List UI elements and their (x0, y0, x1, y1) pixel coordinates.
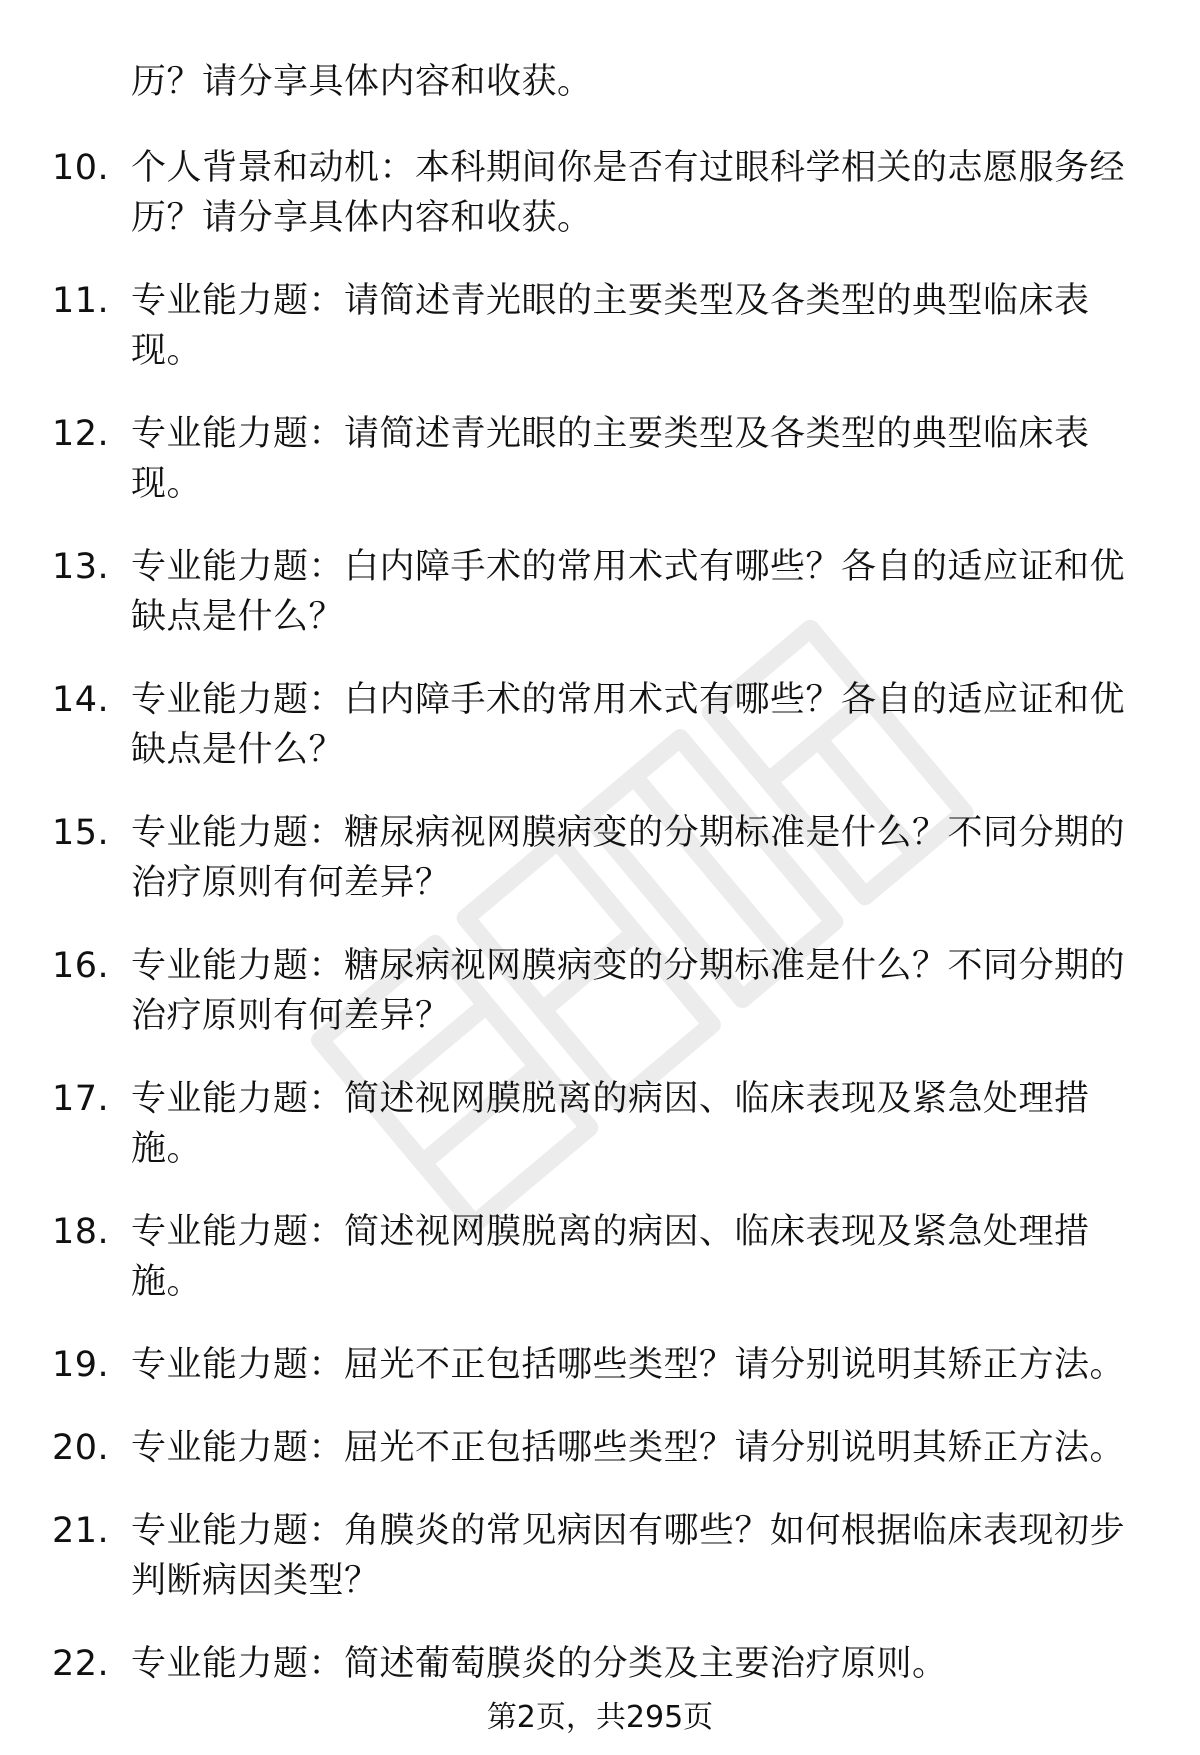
question-text: 专业能力题：屈光不正包括哪些类型？请分别说明其矫正方法。 (131, 1345, 1126, 1385)
question-item (0, 542, 1200, 642)
continued-question-text: 历？请分享具体内容和收获。 (131, 62, 593, 102)
question-number: 16. (52, 946, 110, 986)
question-text: 专业能力题：白内障手术的常用术式有哪些？各自的适应证和优缺点是什么？ (131, 547, 1126, 637)
question-text: 专业能力题：简述视网膜脱离的病因、临床表现及紧急处理措施。 (131, 1079, 1090, 1169)
question-text: 专业能力题：请简述青光眼的主要类型及各类型的典型临床表现。 (131, 281, 1090, 371)
question-item (0, 1639, 1200, 1689)
question-item (0, 1074, 1200, 1174)
question-number: 20. (52, 1428, 110, 1468)
question-item (0, 1207, 1200, 1307)
question-item (0, 143, 1200, 243)
page-footer: 第2页，共295页 (486, 1700, 714, 1735)
question-item (0, 808, 1200, 908)
question-number: 17. (52, 1079, 110, 1119)
question-number: 12. (52, 414, 110, 454)
question-number: 18. (52, 1212, 110, 1252)
question-number: 22. (52, 1644, 110, 1684)
question-text: 专业能力题：糖尿病视网膜病变的分期标准是什么？不同分期的治疗原则有何差异？ (131, 813, 1126, 903)
question-item (0, 675, 1200, 775)
question-item (0, 1506, 1200, 1606)
question-text: 专业能力题：角膜炎的常见病因有哪些？如何根据临床表现初步判断病因类型？ (131, 1511, 1126, 1601)
question-list (0, 143, 1200, 1722)
question-item (0, 1340, 1200, 1390)
question-item (0, 276, 1200, 376)
question-item (0, 941, 1200, 1041)
question-number: 19. (52, 1345, 110, 1385)
question-number: 11. (52, 281, 110, 321)
question-text: 专业能力题：屈光不正包括哪些类型？请分别说明其矫正方法。 (131, 1428, 1126, 1468)
question-text: 专业能力题：简述视网膜脱离的病因、临床表现及紧急处理措施。 (131, 1212, 1090, 1302)
question-item (0, 1423, 1200, 1473)
question-text: 专业能力题：糖尿病视网膜病变的分期标准是什么？不同分期的治疗原则有何差异？ (131, 946, 1126, 1036)
question-item (0, 409, 1200, 509)
question-text: 专业能力题：白内障手术的常用术式有哪些？各自的适应证和优缺点是什么？ (131, 680, 1126, 770)
question-number: 15. (52, 813, 110, 853)
question-text: 专业能力题：请简述青光眼的主要类型及各类型的典型临床表现。 (131, 414, 1090, 504)
question-text: 个人背景和动机：本科期间你是否有过眼科学相关的志愿服务经历？请分享具体内容和收获。 (131, 148, 1126, 238)
question-number: 13. (52, 547, 110, 587)
question-number: 21. (52, 1511, 110, 1551)
question-number: 10. (52, 148, 110, 188)
question-text: 专业能力题：简述葡萄膜炎的分类及主要治疗原则。 (131, 1644, 948, 1684)
question-number: 14. (52, 680, 110, 720)
